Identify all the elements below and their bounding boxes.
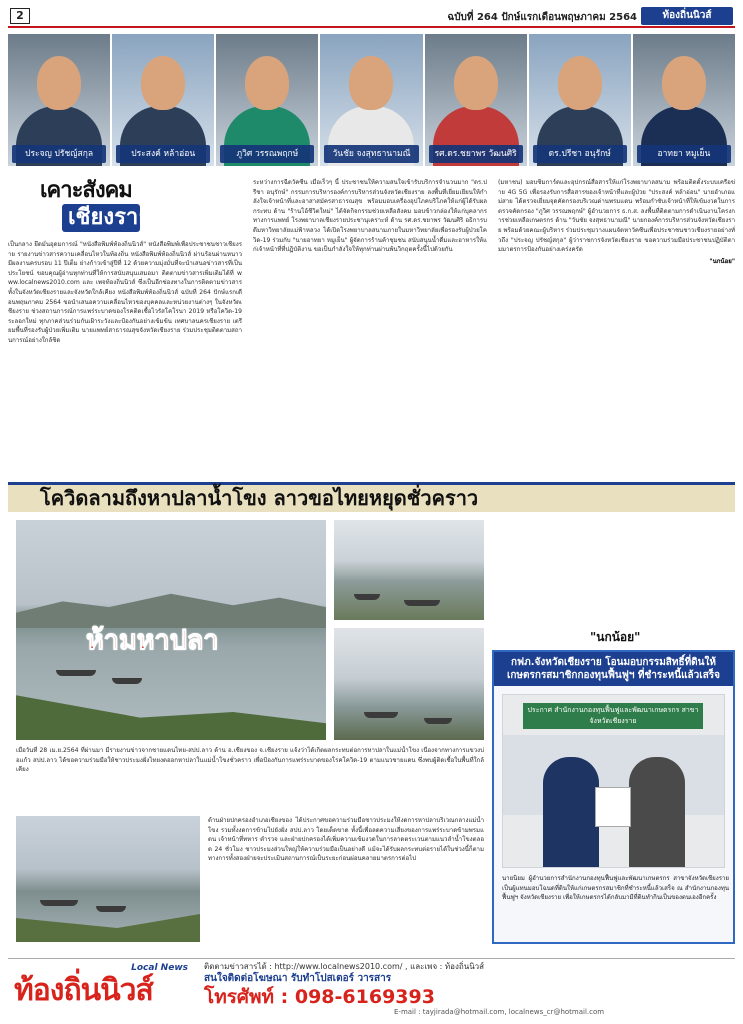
portrait [8, 34, 110, 166]
portrait [320, 34, 422, 166]
masthead-line1: เคาะสังคม [40, 178, 132, 203]
portrait-name: ประจญ ปรัชญ์สกุล [12, 145, 106, 163]
portrait-name: ประสงค์ หล้าอ่อน [116, 145, 210, 163]
column-signature: "นกน้อย" [709, 257, 735, 265]
masthead-line2: เชียงราย [62, 204, 140, 232]
column-text-3-body: (มหาชน) มอบซิมการ์ดและอุปกรณ์สื่อสารให้แก่โรงพยาบาลสนาม พร้อมติดตั้งระบบเครือข่าย 4G 5G เพื่อรองรับการสื่อสารของเจ้าหน้าที่และผู้ป่วย "ประสงค์ หล้าอ่อน" นายอำเภอแม่สาย ได้ตรวจเยี่ยมจุดคัดกรองบริเวณด่านพรมแดน พร้อมกำชับเจ้าหน้าที่ให้เข้มงวดในการตรวจคัดกรอง "ภูวิศ วรรณพฤกษ์" ผู้อำนวยการ ธ.ก.ส. ลงพื้นที่ติดตามการดำเนินงานโครงการช่วยเหลือเกษตรกร ด้าน "วันชัย จงสุทธานามณี" นายกองค์การบริหารส่วนจังหวัดเชียงราย พร้อมด้วยคณะผู้บริหาร ร่วมประชุมวางแผนจัดหาวัคซีนเพื่อประชาชนชาวเชียงรายอย่างทั่วถึง "ประจญ ปรัชญ์สกุล" ผู้ว่าราชการจังหวัดเชียงราย ขอความร่วมมือประชาชนปฏิบัติตามมาตรการป้องกันอย่างเคร่งครัด [498, 179, 735, 254]
page-header [8, 6, 735, 28]
lead-headline-bar [8, 482, 735, 512]
column-text-2: ระหว่างการฉีดวัคซีน เมื่อเร็วๆ นี้ ประชาชนให้ความสนใจเข้ารับบริการจำนวนมาก "ดร.ปรีชา อนุรักษ์" กรรมการบริหารองค์การบริหารส่วนจังหวัดเชียงราย ลงพื้นที่เยี่ยมเยียนให้กำลังใจเจ้าหน้าที่และอาสาสมัครสาธารณสุข พร้อมมอบเครื่องอุปโภคบริโภคให้แก่ผู้ได้รับผลกระทบ ด้าน "ร้านโอ้ชีวิตใหม่" ได้จัดกิจกรรมช่วยเหลือสังคม มอบข้าวกล่องให้แก่บุคลากรทางการแพทย์ โรงพยาบาลเชียงรายประชานุเคราะห์ ด้าน รศ.ดร.ชยาพร วัฒนศิริ อธิการบดีมหาวิทยาลัยแม่ฟ้าหลวง ได้เปิดโรงพยาบาลสนามภายในมหาวิทยาลัยเพื่อรองรับผู้ป่วยโควิด-19 ร่วมกับ "นายอาทยา หมูเย็น" ผู้จัดการร้านค้าชุมชน สนับสนุนน้ำดื่มและอาหารให้แก่เจ้าหน้าที่ที่ปฏิบัติงาน ขอเป็นกำลังใจให้ทุกท่านผ่านพ้นวิกฤตครั้งนี้ไปด้วยกัน [253, 179, 487, 254]
issue-label: ฉบับที่ 264 ปักษ์แรกเดือนพฤษภาคม 2564 [447, 12, 637, 23]
river-photo-boats [16, 816, 200, 942]
footer-ad-line: สนใจติดต่อโฆษณา รับทำโปสเตอร์ วารสาร [204, 973, 392, 984]
footer-contact [204, 961, 732, 1017]
sidebar-headline: กฟภ.จังหวัดเชียงราย โอนมอบกรรมสิทธิ์ที่ดินให้เกษตรกรสมาชิกกองทุนฟื้นฟูฯ ที่ชำระหนี้แล้วเสร็จ [494, 652, 733, 686]
column-text-1: เป็นกลาง ยึดมั่นอุดมการณ์ "หนังสือพิมพ์ท้องถิ่นนิวส์" หนังสือพิมพ์เพื่อประชาชนชาวเชียงราย รายงานข่าวสารความเคลื่อนไหวในท้องถิ่น หนังสือพิมพ์ท้องถิ่นนิวส์ ผ่านร้อนผ่านหนาว มีผลงานครบรอบ 11 ปีเต็ม ย่างก้าวเข้าสู่ปีที่ 12 ด้วยความมุ่งมั่นที่จะนำเสนอข่าวสารที่เป็นประโยชน์ ขอบคุณผู้อ่านทุกท่านที่ให้การสนับสนุนเสมอมา ติดตามข่าวสารเพิ่มเติมได้ที่ www.localnews2010.com และ เพจท้องถิ่นนิวส์ ซึ่งเป็นอีกช่องทางในการติดตามข่าวสารทั้งในจังหวัดเชียงรายและจังหวัดใกล้เคียง หนังสือพิมพ์ท้องถิ่นนิวส์ ฉบับที่ 264 ปักษ์แรกเดือนพฤษภาคม 2564 ขอนำเสนอความเคลื่อนไหวของบุคคลและหน่วยงานต่างๆ ในจังหวัดเชียงราย ช่วงสถานการณ์การแพร่ระบาดของโรคติดเชื้อไวรัสโคโรนา 2019 หรือโควิด-19 ระลอกใหม่ ทุกภาคส่วนร่วมกันเฝ้าระวังและป้องกันอย่างเข้มข้น เทศบาลนครเชียงราย เตรียมพื้นที่รองรับผู้ป่วยเพิ่มเติม นายแพทย์สาธารณสุขจังหวัดเชียงราย ร่วมประชุมติดตามสถานการณ์อย่างใกล้ชิด [8, 241, 242, 344]
portrait-name: ภูวิศ วรรณพฤกษ์ [220, 145, 314, 163]
page-number: 2 [10, 8, 30, 24]
header-logo-text: ท้องถิ่นนิวส์ [662, 10, 712, 21]
sidebar-text: นายนิยม ผู้อำนวยการสำนักงานกองทุนฟื้นฟูและพัฒนาเกษตรกร สาขาจังหวัดเชียงราย เป็นผู้แทนมอบโฉนดที่ดินให้แก่เกษตรกรสมาชิกที่ชำระหนี้แล้วเสร็จ ณ สำนักงานกองทุนฟื้นฟูฯ จังหวัดเชียงราย เพื่อให้เกษตรกรได้กลับมามีที่ดินทำกินเป็นของตนเองอีกครั้ง [502, 875, 729, 902]
column-text-3 [498, 178, 735, 478]
portrait [112, 34, 214, 166]
footer-brand-tag: Local News [131, 963, 188, 973]
river-photo-small-2 [334, 628, 484, 740]
footer-phone: โทรศัพท์ : 098-6169393 [204, 986, 435, 1008]
portrait-name: วันชัย จงสุทธานามณี [324, 145, 418, 163]
sidebar-label: "นกน้อย" [590, 630, 641, 644]
footer-website-line: ติดตามข่าวสารได้ : http://www.localnews2010.com/ , และเพจ : ท้องถิ่นนิวส์ [204, 962, 485, 971]
portrait [425, 34, 527, 166]
footer-brand-name: ท้องถิ่นนิวส์ [14, 973, 153, 1008]
portrait-name: ดร.ปรีชา อนุรักษ์ [533, 145, 627, 163]
portrait-name: อาทยา หมูเย็น [637, 145, 731, 163]
header-logo [641, 7, 733, 25]
portrait-name: รศ.ดร.ชยาพร วัฒนศิริ [429, 145, 523, 163]
portrait-row [8, 34, 735, 166]
portrait [216, 34, 318, 166]
lead-headline: โควิดลามถึงหาปลาน้ำโขง ลาวขอไทยหยุดชั่วคราว [40, 486, 479, 510]
river-photo-main [16, 520, 326, 740]
column-masthead [40, 178, 152, 236]
sidebar-photo [502, 694, 725, 868]
sidebar-photo-board: ประกาศ สำนักงานกองทุนฟื้นฟูและพัฒนาเกษตรกร สาขาจังหวัดเชียงราย [523, 703, 703, 729]
ban-overlay-text: ห้ามหาปลา [86, 625, 219, 656]
portrait [529, 34, 631, 166]
footer-email: E-mail : tayjirada@hotmail.com, localnews_cr@hotmail.com [394, 1008, 605, 1016]
lead-paragraph-1: เมื่อวันที่ 28 เม.ย.2564 ที่ผ่านมา มีรายงานข่าวจากชายแดนไทย-สปป.ลาว ด้าน อ.เชียงของ จ.เชียงราย แจ้งว่าได้เกิดผลกระทบต่อการหาปลาในแม่น้ำโขง เนื่องจากทางการแขวงบ่อแก้ว สปป.ลาว ได้ขอความร่วมมือให้ชาวประมงฝั่งไทยงดออกหาปลาในแม่น้ำโขงชั่วคราว เพื่อป้องกันการแพร่ระบาดของโรคโควิด-19 ตามแนวชายแดน ซึ่งพบผู้ติดเชื้อในพื้นที่ใกล้เคียง [16, 747, 484, 774]
page-footer [8, 958, 735, 1018]
portrait [633, 34, 735, 166]
sidebar-story [492, 650, 735, 944]
footer-brand-logo [14, 963, 194, 1015]
river-photo-small-1 [334, 520, 484, 620]
lead-paragraph-2: ด้านฝ่ายปกครองอำเภอเชียงของ ได้ประกาศขอความร่วมมือชาวประมงให้งดการหาปลาบริเวณกลางแม่น้ำโขง รวมทั้งงดการข้ามไปยังฝั่ง สปป.ลาว โดยเด็ดขาด ทั้งนี้เพื่อลดความเสี่ยงของการแพร่ระบาดข้ามพรมแดน เจ้าหน้าที่ทหาร ตำรวจ และฝ่ายปกครองได้เพิ่มความเข้มงวดในการลาดตระเวนตามแนวลำน้ำโขงตลอด 24 ชั่วโมง ชาวประมงส่วนใหญ่ให้ความร่วมมือเป็นอย่างดี แม้จะได้รับผลกระทบต่อรายได้ในช่วงนี้ก็ตาม ทางการทั้งสองฝ่ายจะประเมินสถานการณ์เป็นระยะก่อนผ่อนคลายมาตรการต่อไป [208, 817, 484, 863]
